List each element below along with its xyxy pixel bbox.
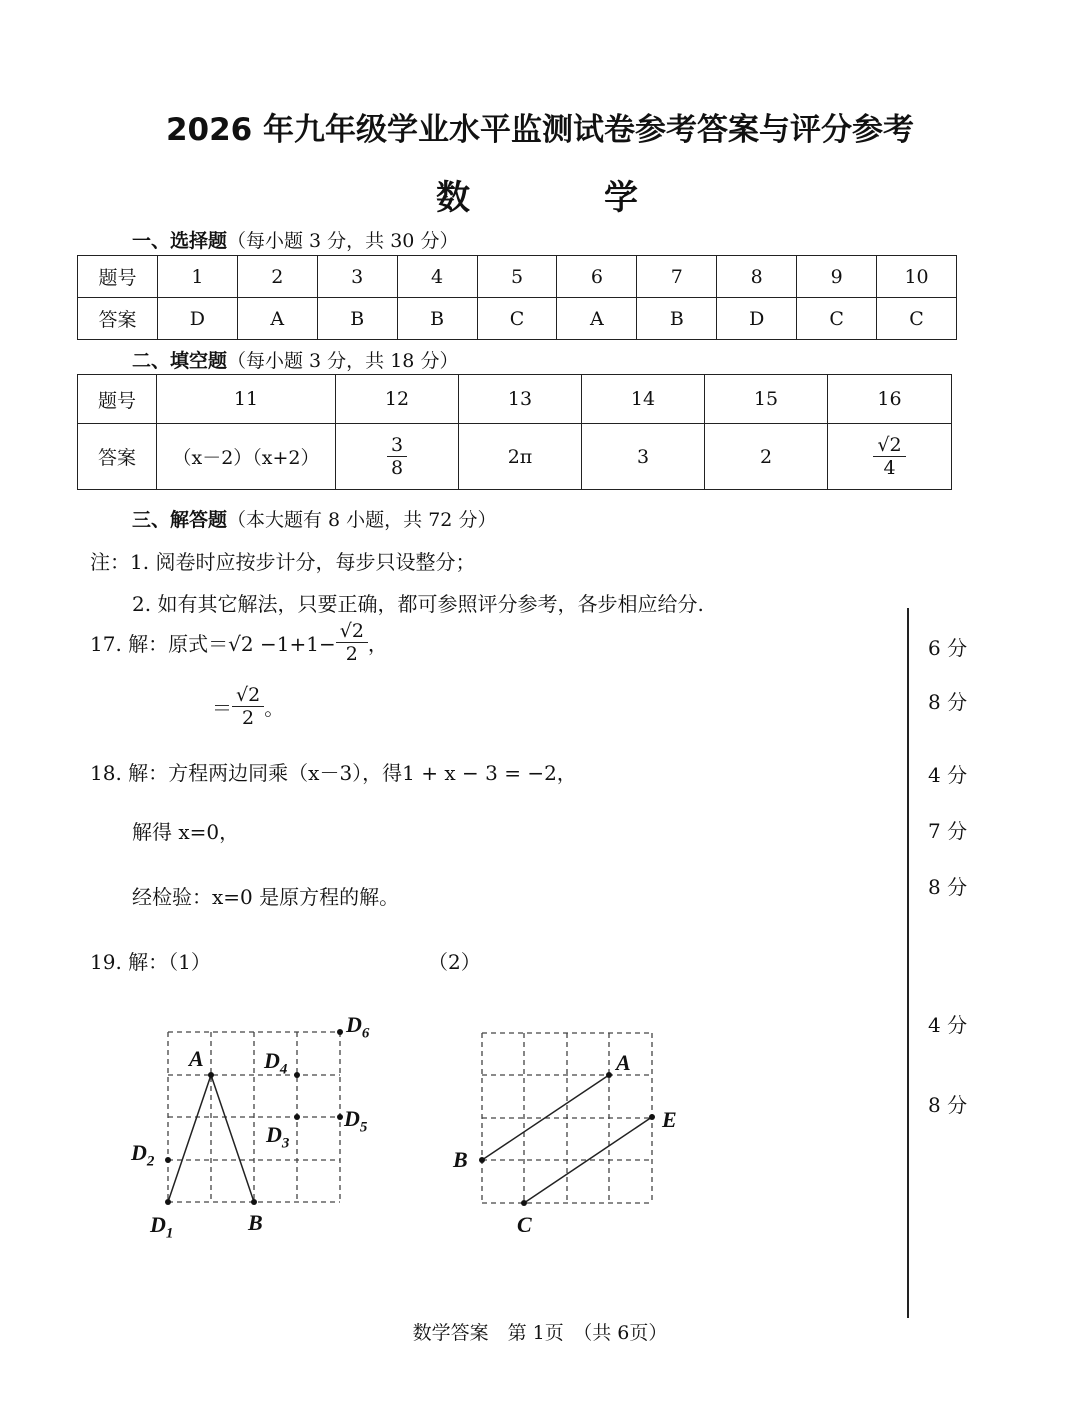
numerator: √2 xyxy=(232,684,264,707)
denominator: 2 xyxy=(242,707,255,729)
section1-title: 一、选择题 xyxy=(132,230,228,252)
label-subscript: 6 xyxy=(361,1025,370,1042)
section3-note: （本大题有 8 小题，共 72 分） xyxy=(227,509,497,531)
numerator: √2 xyxy=(873,434,905,457)
score: 6 分 xyxy=(928,636,968,660)
label-A: A xyxy=(189,1046,204,1071)
cell: 6 xyxy=(557,256,637,298)
label-letter: D xyxy=(344,1106,360,1131)
row-label: 答案 xyxy=(78,298,158,340)
label-D5 xyxy=(344,1106,367,1136)
score: 4 分 xyxy=(928,1013,968,1037)
cell: A xyxy=(237,298,317,340)
label-letter: D xyxy=(150,1212,166,1237)
document-title: 2026 年九年级学业水平监测试卷参考答案与评分参考 xyxy=(165,112,915,148)
section2-note: （每小题 3 分，共 18 分） xyxy=(227,350,459,372)
cell: 2 xyxy=(705,424,828,490)
cell: 9 xyxy=(797,256,877,298)
note-1: 注：1. 阅卷时应按步计分，每步只设整分； xyxy=(90,550,476,574)
cell: 5 xyxy=(477,256,557,298)
cell: 4 xyxy=(397,256,477,298)
score: 8 分 xyxy=(928,1093,968,1117)
label-subscript: 3 xyxy=(281,1135,290,1152)
label-D3 xyxy=(266,1122,289,1152)
cell: B xyxy=(637,298,717,340)
cell: 11 xyxy=(157,375,336,424)
q17-text: 。 xyxy=(264,696,285,720)
denominator: 4 xyxy=(883,457,896,479)
score: 8 分 xyxy=(928,690,968,714)
row-label: 题号 xyxy=(78,375,157,424)
cell: 2 xyxy=(237,256,317,298)
label-subscript: 4 xyxy=(279,1061,288,1078)
label-letter: D xyxy=(131,1140,147,1165)
label-subscript: 2 xyxy=(146,1153,155,1170)
q18-line3: 经检验：x=0 是原方程的解。 xyxy=(132,885,400,909)
q18-line2: 解得 x=0， xyxy=(132,820,240,844)
label-C2: C xyxy=(517,1212,532,1237)
cell: 13 xyxy=(459,375,582,424)
q17-text: ， xyxy=(367,632,388,656)
cell: 14 xyxy=(582,375,705,424)
cell: B xyxy=(317,298,397,340)
score: 7 分 xyxy=(928,819,968,843)
cell: 10 xyxy=(877,256,957,298)
label-E2: E xyxy=(662,1107,677,1132)
denominator: 2 xyxy=(345,643,358,665)
label-letter: D xyxy=(266,1122,282,1147)
label-B2: B xyxy=(453,1147,468,1172)
section3-title: 三、解答题 xyxy=(132,509,228,531)
q18-line1: 18. 解：方程两边同乘（x－3），得1 + x − 3 = −2， xyxy=(90,761,577,785)
cell: B xyxy=(397,298,477,340)
points-figure-2 xyxy=(479,1072,655,1206)
numerator: 3 xyxy=(387,434,407,457)
cell: 1 xyxy=(157,256,237,298)
numerator: √2 xyxy=(336,620,368,643)
score: 8 分 xyxy=(928,875,968,899)
cell: 3 xyxy=(582,424,705,490)
subject-char-1: 数 xyxy=(436,178,470,218)
cell: A xyxy=(557,298,637,340)
cell: 3 xyxy=(317,256,397,298)
cell: （x－2）（x+2） xyxy=(157,424,336,490)
row-label: 题号 xyxy=(78,256,158,298)
row-label: 答案 xyxy=(78,424,157,490)
cell: C xyxy=(877,298,957,340)
denominator: 8 xyxy=(390,457,404,479)
section1-note: （每小题 3 分，共 30 分） xyxy=(227,230,459,252)
label-subscript: 1 xyxy=(165,1225,174,1242)
q19-part1: 19. 解：（1） xyxy=(90,950,211,974)
label-letter: D xyxy=(346,1012,362,1037)
cell: 8 xyxy=(717,256,797,298)
cell: C xyxy=(797,298,877,340)
label-A2: A xyxy=(616,1050,631,1075)
cell: 7 xyxy=(637,256,717,298)
cell: D xyxy=(717,298,797,340)
q17-text: ＝ xyxy=(212,696,232,720)
page-footer: 数学答案 第 1页 （共 6页） xyxy=(412,1322,668,1344)
cell: 16 xyxy=(828,375,952,424)
cell: C xyxy=(477,298,557,340)
cell: 15 xyxy=(705,375,828,424)
q19-part2: （2） xyxy=(428,950,481,974)
label-subscript: 5 xyxy=(359,1119,368,1136)
label-D6 xyxy=(346,1012,369,1042)
q17-text: 17. 解：原式＝√2 −1+1− xyxy=(90,632,336,656)
label-letter: D xyxy=(264,1048,280,1073)
cell: 2π xyxy=(459,424,582,490)
label-D4 xyxy=(264,1048,287,1078)
triangle-ABD1 xyxy=(168,1075,254,1202)
subject-char-2: 学 xyxy=(604,178,638,218)
cell: 12 xyxy=(336,375,459,424)
label-B: B xyxy=(248,1210,263,1235)
segments-AB-CE xyxy=(482,1075,652,1203)
label-D1 xyxy=(150,1212,173,1242)
label-D2 xyxy=(131,1140,154,1170)
note-2: 2. 如有其它解法，只要正确，都可参照评分参考，各步相应给分. xyxy=(132,592,704,616)
score: 4 分 xyxy=(928,763,968,787)
section2-title: 二、填空题 xyxy=(132,350,228,372)
cell: D xyxy=(157,298,237,340)
